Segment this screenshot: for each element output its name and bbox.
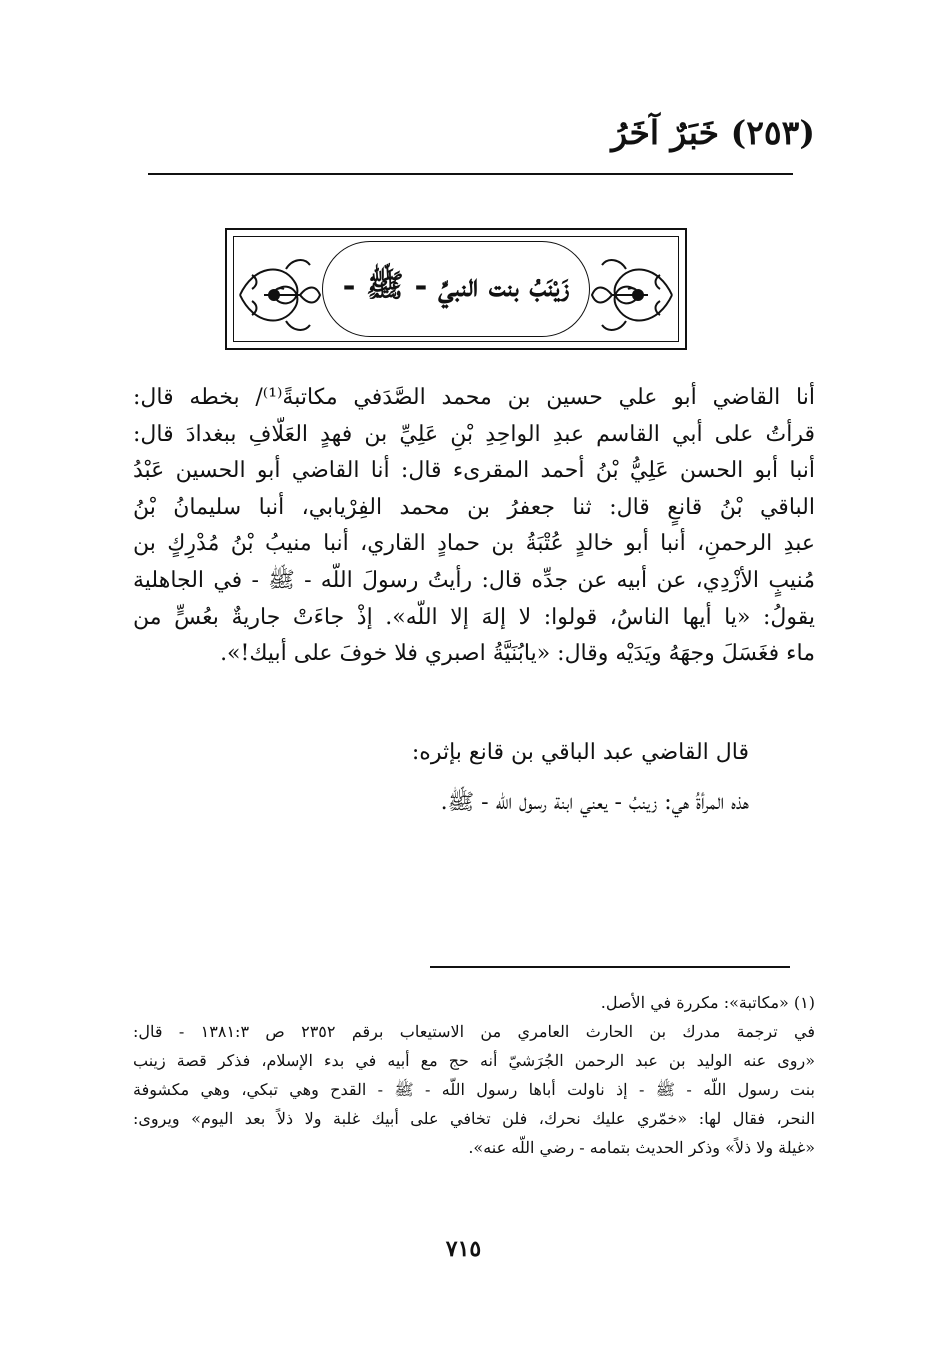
ornament-right-icon <box>586 245 678 345</box>
footnote-line: (١) «مكاتبة»: مكررة في الأصل. <box>600 993 815 1012</box>
ornament-left-icon <box>234 245 326 345</box>
title-frame-inner-border <box>233 236 679 342</box>
body-line: أنا القاضي أبو علي حسين بن محمد الصَّدَفي مكاتبةً⁽¹⁾/ بخطه قال: <box>133 385 815 410</box>
body-line: يقولُ: «يا أيها الناسُ، قولوا: لا إلهَ إلا اللّه». إذْ جاءَتْ جاريةٌ بعُسٍّ من <box>133 604 815 630</box>
footnote-line: في ترجمة مدرك بن الحارث العامري من الاستيعاب برقم ٢٣٥٢ ص ١٣٨١:٣ - قال: <box>133 1022 815 1041</box>
running-head: (٢٥٣) خَبَرٌ آخَرُ <box>611 113 815 152</box>
body-line: الباقي بْنُ قانعٍ قال: ثنا جعفرُ بن محمد الفِرْيابي، أنبا سليمانُ بْنُ <box>133 494 815 520</box>
chapter-title-frame <box>225 228 687 350</box>
footnote-line: النحر، فقال لها: «خمّري عليك نحرك، فلن تخافي على أبيك غلبة ولا ذلاً بعد اليوم» ويروى: <box>133 1109 815 1128</box>
footnote-line: «غيلة ولا ذلاً» وذكر الحديث بتمامه - رضي اللّه عنه». <box>468 1138 815 1157</box>
body-line: قرأتُ على أبي القاسم عبدِ الواحِدِ بْنِ عَلِيِّ بن فهدٍ العَلَّافِ ببغدادَ قال: <box>133 421 815 447</box>
remark-line: قال القاضي عبد الباقي بن قانع بإثره: <box>411 740 749 765</box>
footnote-line: بنت رسول اللّه - ﷺ - إذ ناولت أباها رسول اللّه - ﷺ - القدح وهي تبكي، وهي مكشوفة <box>133 1080 815 1099</box>
header-rule <box>148 173 793 175</box>
body-line: أنبا أبو الحسن عَلِيُّ بْنُ أحمد المقرىء قال: أنا القاضي أبو الحسين عَبْدُ <box>133 458 815 484</box>
body-line: عبدِ الرحمنِ، أنبا أبو خالدٍ عُتْبَةُ بن حمادٍ القاري، أنبا منيبُ بْنُ مُدْرِكٍ بن <box>133 531 815 557</box>
title-capsule <box>322 241 590 337</box>
page-number: ٧١٥ <box>445 1236 482 1262</box>
footnote-rule <box>430 966 790 968</box>
footnote-line: «روى عنه الوليد بن عبد الرحمن الجُرَشيّ أنه حج مع أبيه في بدء الإسلام، فذكر قصة زينب <box>133 1051 815 1070</box>
body-line: مُنيبٍ الأزْدِي، عن أبيه عن جدِّه قال: رأيتُ رسولَ اللّه - ﷺ - في الجاهلية <box>133 567 815 593</box>
body-paragraph <box>133 380 815 673</box>
remark-line: هذه المرأةُ هي: زينبُ - يعني ابنة رسول اللّه - ﷺ. <box>440 790 749 815</box>
footnotes <box>133 988 815 1162</box>
body-line: ماء فغَسَلَ وجهَهُ ويَدَيْه وقال: «يابُنَيَّةُ اصبري فلا خوفَ على أبيك!». <box>220 641 815 667</box>
chapter-title: زَيْنَبُ بنت النبيِّ - ﷺ - <box>342 267 570 304</box>
